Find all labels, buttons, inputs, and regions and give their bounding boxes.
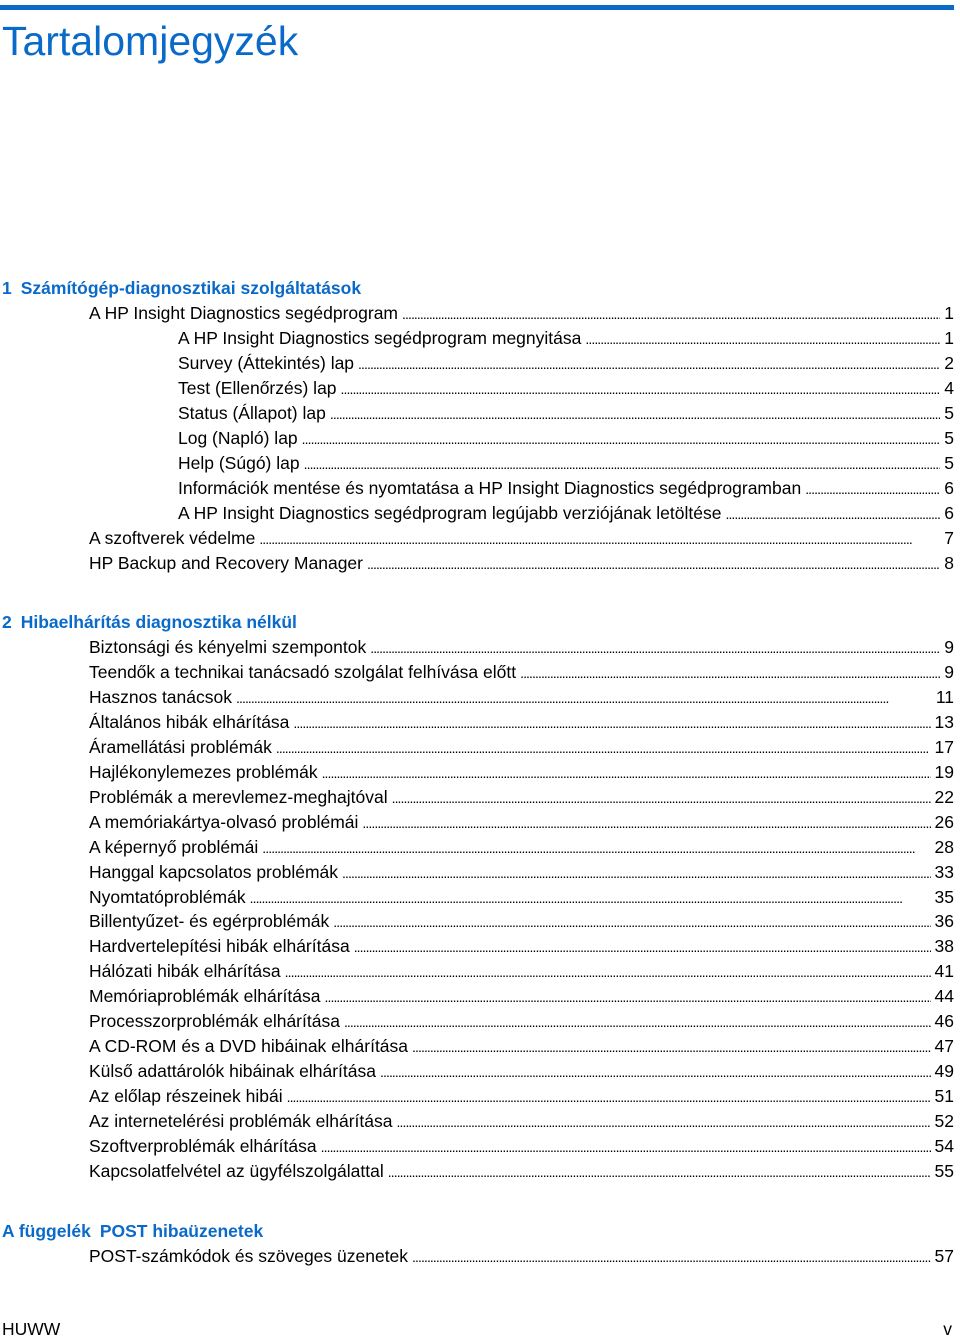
chapter-title: POST hibaüzenetek xyxy=(99,1221,264,1241)
toc-entry-title: A CD-ROM és a DVD hibáinak elhárítása xyxy=(89,1036,409,1057)
dot-leader xyxy=(302,426,941,452)
toc-entry-title: Processzorproblémák elhárítása xyxy=(89,1011,340,1032)
dot-leader xyxy=(388,1159,931,1185)
header-rule xyxy=(0,5,954,10)
toc-entry-page: 44 xyxy=(934,986,954,1007)
toc-entry[interactable] xyxy=(178,401,954,426)
dot-leader xyxy=(380,1059,931,1085)
toc-entry-page: 54 xyxy=(934,1136,954,1156)
toc-entry-page: 19 xyxy=(934,761,954,782)
dot-leader xyxy=(412,1034,931,1060)
dot-leader xyxy=(402,301,940,327)
toc-entry-page: 11 xyxy=(935,686,954,707)
toc-entry-title: Hajlékonylemezes problémák xyxy=(89,761,318,782)
toc-entry-page: 57 xyxy=(934,1246,954,1266)
chapter-heading[interactable] xyxy=(2,610,297,634)
toc-entry-page: 51 xyxy=(934,1086,954,1107)
toc-entry[interactable] xyxy=(89,785,954,810)
footer-left: HUWW xyxy=(2,1319,61,1339)
toc-entry-page: 9 xyxy=(944,637,954,657)
toc-entry-page: 28 xyxy=(934,836,954,857)
toc-entry[interactable] xyxy=(89,860,954,885)
toc-entry-title: Hasznos tanácsok xyxy=(89,686,232,707)
toc-entry-page: 4 xyxy=(944,377,954,398)
chapter-title: Hibaelhárítás diagnosztika nélkül xyxy=(20,612,297,632)
toc-entry-page: 9 xyxy=(944,661,954,682)
toc-entry-title: A szoftverek védelme xyxy=(89,527,256,548)
dot-leader xyxy=(236,685,932,711)
chapter-number: 1 xyxy=(2,278,12,298)
toc-entry[interactable] xyxy=(89,909,954,934)
toc-entry-page: 1 xyxy=(944,303,954,323)
toc-entry[interactable] xyxy=(178,351,954,376)
chapter-number: A függelék xyxy=(2,1221,91,1241)
dot-leader xyxy=(259,526,940,552)
toc-entry-page: 8 xyxy=(944,552,954,573)
toc-entry[interactable] xyxy=(89,1109,954,1134)
toc-entry-title: Biztonsági és kényelmi szempontok xyxy=(89,637,367,657)
toc-entry-title: Test (Ellenőrzés) lap xyxy=(178,377,337,398)
toc-entry-title: Az előlap részeinek hibái xyxy=(89,1086,283,1107)
toc-entry-title: POST-számkódok és szöveges üzenetek xyxy=(89,1246,409,1266)
dot-leader xyxy=(370,635,940,661)
toc-entry-title: Általános hibák elhárítása xyxy=(89,711,290,732)
toc-entry[interactable] xyxy=(89,1084,954,1109)
toc-entry-page: 7 xyxy=(944,527,954,548)
dot-leader xyxy=(725,501,940,527)
toc-entry[interactable] xyxy=(178,326,954,351)
dot-leader xyxy=(285,959,931,985)
dot-leader xyxy=(333,909,930,935)
toc-entry[interactable] xyxy=(89,635,954,660)
toc-entry-page: 6 xyxy=(944,502,954,523)
toc-entry[interactable] xyxy=(89,660,954,685)
toc-entry-page: 33 xyxy=(934,861,954,882)
toc-entry-page: 2 xyxy=(944,352,954,373)
toc-entry-title: Hálózati hibák elhárítása xyxy=(89,961,281,982)
toc-entry[interactable] xyxy=(178,376,954,401)
toc-entry[interactable] xyxy=(89,1134,954,1159)
dot-leader xyxy=(805,476,940,502)
toc-entry-page: 17 xyxy=(934,736,954,757)
toc-entry[interactable] xyxy=(89,526,954,551)
dot-leader xyxy=(287,1084,931,1110)
toc-entry-page: 47 xyxy=(934,1036,954,1057)
toc-entry-page: 5 xyxy=(944,452,954,473)
toc-entry-title: Hardvertelepítési hibák elhárítása xyxy=(89,936,350,957)
toc-entry[interactable] xyxy=(89,1059,954,1084)
toc-entry-page: 13 xyxy=(934,711,954,732)
dot-leader xyxy=(322,760,931,786)
page-number: v xyxy=(943,1319,952,1339)
dot-leader xyxy=(358,351,940,377)
toc-entry-title: Log (Napló) lap xyxy=(178,427,298,448)
dot-leader xyxy=(250,885,931,911)
toc-entry-title: Az internetelérési problémák elhárítása xyxy=(89,1111,393,1132)
toc-entry-page: 5 xyxy=(944,402,954,423)
dot-leader xyxy=(304,451,941,477)
toc-entry-title: Status (Állapot) lap xyxy=(178,402,326,423)
toc-entry-title: Nyomtatóproblémák xyxy=(89,886,246,907)
toc-entry[interactable] xyxy=(89,1009,954,1034)
chapter-number: 2 xyxy=(2,612,12,632)
dot-leader xyxy=(321,1134,931,1160)
toc-entry-title: A HP Insight Diagnostics segédprogram legújabb verziójának letöltése xyxy=(178,502,722,523)
toc-entry-page: 35 xyxy=(934,886,954,907)
toc-entry[interactable] xyxy=(89,551,954,576)
toc-entry-title: Külső adattárolók hibáinak elhárítása xyxy=(89,1061,376,1082)
toc-entry[interactable] xyxy=(89,810,954,835)
toc-entry[interactable] xyxy=(89,934,954,959)
toc-entry[interactable] xyxy=(89,959,954,984)
toc-entry-title: A képernyő problémái xyxy=(89,836,259,857)
toc-entry-page: 38 xyxy=(934,936,954,957)
toc-entry[interactable] xyxy=(178,426,954,451)
toc-entry-title: Survey (Áttekintés) lap xyxy=(178,352,355,373)
dot-leader xyxy=(585,326,940,352)
toc-entry-title: Szoftverproblémák elhárítása xyxy=(89,1136,317,1156)
toc-entry-page: 49 xyxy=(934,1061,954,1082)
toc-entry-page: 41 xyxy=(934,961,954,982)
dot-leader xyxy=(262,835,930,861)
dot-leader xyxy=(325,984,931,1010)
dot-leader xyxy=(354,934,931,960)
toc-entry[interactable] xyxy=(89,1034,954,1059)
toc-entry-page: 26 xyxy=(934,811,954,832)
toc-entry-title: Problémák a merevlemez-meghajtóval xyxy=(89,786,388,807)
dot-leader xyxy=(392,785,931,811)
toc-entry-title: HP Backup and Recovery Manager xyxy=(89,552,363,573)
toc-entry-title: Teendők a technikai tanácsadó szolgálat felhívása előtt xyxy=(89,661,517,682)
toc-entry[interactable] xyxy=(89,760,954,785)
dot-leader xyxy=(330,401,940,427)
toc-entry-title: Memóriaproblémák elhárítása xyxy=(89,986,321,1007)
toc-entry[interactable] xyxy=(178,451,954,476)
toc-entry[interactable] xyxy=(89,1159,954,1184)
toc-entry[interactable] xyxy=(89,735,954,760)
toc-entry-title: A HP Insight Diagnostics segédprogram megnyitása xyxy=(178,327,582,348)
dot-leader xyxy=(293,710,930,736)
toc-entry-title: Információk mentése és nyomtatása a HP Insight Diagnostics segédprogramban xyxy=(178,477,802,498)
dot-leader xyxy=(342,860,930,886)
toc-entry-title: Áramellátási problémák xyxy=(89,736,272,757)
toc-entry-page: 36 xyxy=(934,911,954,932)
toc-entry-page: 46 xyxy=(934,1011,954,1032)
toc-entry[interactable] xyxy=(178,476,954,501)
toc-entry-page: 55 xyxy=(934,1160,954,1181)
toc-entry[interactable] xyxy=(89,984,954,1009)
page-title: Tartalomjegyzék xyxy=(2,18,299,64)
dot-leader xyxy=(344,1009,931,1035)
toc-entry-page: 52 xyxy=(934,1111,954,1132)
dot-leader xyxy=(412,1244,930,1270)
dot-leader xyxy=(341,376,941,402)
toc-entry[interactable] xyxy=(89,710,954,735)
dot-leader xyxy=(362,810,930,836)
toc-entry[interactable] xyxy=(89,1244,954,1269)
toc-entry-title: Kapcsolatfelvétel az ügyfélszolgálattal xyxy=(89,1160,384,1181)
dot-leader xyxy=(397,1109,931,1135)
dot-leader xyxy=(367,551,940,577)
toc-entry-page: 22 xyxy=(934,786,954,807)
toc-entry-page: 5 xyxy=(944,427,954,448)
toc-entry-title: Hanggal kapcsolatos problémák xyxy=(89,861,339,882)
toc-entry-title: Help (Súgó) lap xyxy=(178,452,300,473)
dot-leader xyxy=(520,660,940,686)
toc-entry[interactable] xyxy=(89,301,954,326)
toc-entry[interactable] xyxy=(89,835,954,860)
dot-leader xyxy=(276,735,931,761)
toc-entry-title: Billentyűzet- és egérproblémák xyxy=(89,911,330,932)
toc-entry[interactable] xyxy=(89,685,954,710)
toc-entry-title: A HP Insight Diagnostics segédprogram xyxy=(89,303,399,323)
chapter-heading[interactable] xyxy=(2,1219,263,1243)
toc-entry-page: 1 xyxy=(944,327,954,348)
toc-entry[interactable] xyxy=(89,885,954,910)
chapter-heading[interactable] xyxy=(2,276,361,300)
chapter-title: Számítógép-diagnosztikai szolgáltatások xyxy=(20,278,362,298)
toc-entry-page: 6 xyxy=(944,477,954,498)
toc-entry-title: A memóriakártya-olvasó problémái xyxy=(89,811,359,832)
toc-entry[interactable] xyxy=(178,501,954,526)
